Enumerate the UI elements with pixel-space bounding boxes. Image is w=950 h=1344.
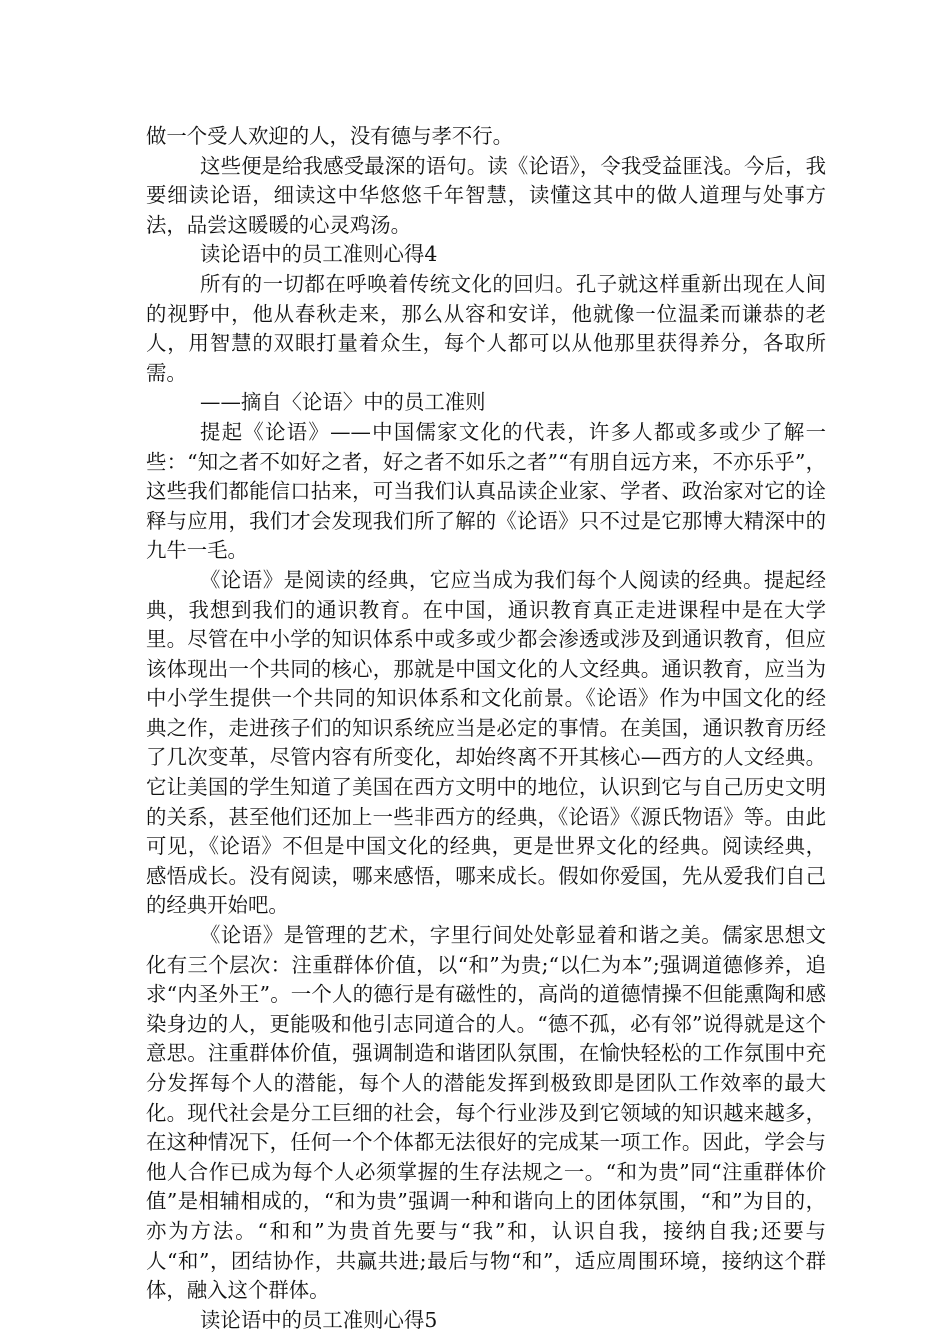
- paragraph: 《论语》是阅读的经典，它应当成为我们每个人阅读的经典。提起经典，我想到我们的通识教育。在中国，通识教育真正走进课程中是在大学里。尽管在中小学的知识体系中或多或少都会渗透或涉及到通识教育，但应该体现出一个共同的核心，那就是中国文化的人文经典。通识教育，应当为中小学生提供一个共同的知识体系和文化前景。《论语》作为中国文化的经典之作，走进孩子们的知识系统应当是必定的事情。在美国，通识教育历经了几次变革，尽管内容有所变化，却始终离不开其核心—西方的人文经典。它让美国的学生知道了美国在西方文明中的地位，认识到它与自己历史文明的关系，甚至他们还加上一些非西方的经典，《论语》《源氏物语》等。由此可见，《论语》不但是中国文化的经典，更是世界文化的经典。阅读经典，感悟成长。没有阅读，哪来感悟，哪来成长。假如你爱国，先从爱我们自己的经典开始吧。: [146, 567, 826, 918]
- source-attribution: ——摘自〈论语〉中的员工准则: [200, 390, 486, 415]
- section-heading: 读论语中的员工准则心得5: [200, 1307, 438, 1332]
- paragraph: 提起《论语》——中国儒家文化的代表，许多人都或多或少了解一些：“知之者不如好之者，好之者不如乐之者”“有朋自远方来，不亦乐乎”，这些我们都能信口拈来，可当我们认真品读企业家、学者、政治家对它的诠释与应用，我们才会发现我们所了解的《论语》只不过是它那博大精深中的九牛一毛。: [146, 419, 826, 563]
- paragraph: 《论语》是管理的艺术，字里行间处处彰显着和谐之美。儒家思想文化有三个层次：注重群体价值，以“和”为贵;“以仁为本”;强调道德修养，追求“内圣外王”。一个人的德行是有磁性的，高尚的道德情操不但能熏陶和感染身边的人，更能吸和他引志同道合的人。“德不孤，必有邻”说得就是这个意思。注重群体价值，强调制造和谐团队氛围，在愉快轻松的工作氛围中充分发挥每个人的潜能，每个人的潜能发挥到极致即是团队工作效率的最大化。现代社会是分工巨细的社会，每个行业涉及到它领域的知识越来越多，在这种情况下，任何一个个体都无法很好的完成某一项工作。因此，学会与他人合作已成为每个人必须掌握的生存法规之一。“和为贵”同“注重群体价值”是相辅相成的，“和为贵”强调一种和谐向上的团体氛围，“和”为目的，亦为方法。“和和”为贵首先要与“我”和，认识自我，接纳自我;还要与人“和”，团结协作，共赢共进;最后与物“和”，适应周围环境，接纳这个群体，融入这个群体。: [146, 923, 826, 1303]
- section-heading: 读论语中的员工准则心得4: [200, 242, 438, 267]
- paragraph: 所有的一切都在呼唤着传统文化的回归。孔子就这样重新出现在人间的视野中，他从春秋走来，那么从容和安详，他就像一位温柔而谦恭的老人，用智慧的双眼打量着众生，每个人都可以从他那里获得养分，各取所需。: [146, 271, 826, 385]
- document-page: [146, 122, 826, 1335]
- paragraph: 这些便是给我感受最深的语句。读《论语》，令我受益匪浅。今后，我要细读论语，细读这中华悠悠千年智慧，读懂这其中的做人道理与处事方法，品尝这暖暖的心灵鸡汤。: [146, 153, 826, 237]
- paragraph-continued: 做一个受人欢迎的人，没有德与孝不行。: [146, 124, 514, 148]
